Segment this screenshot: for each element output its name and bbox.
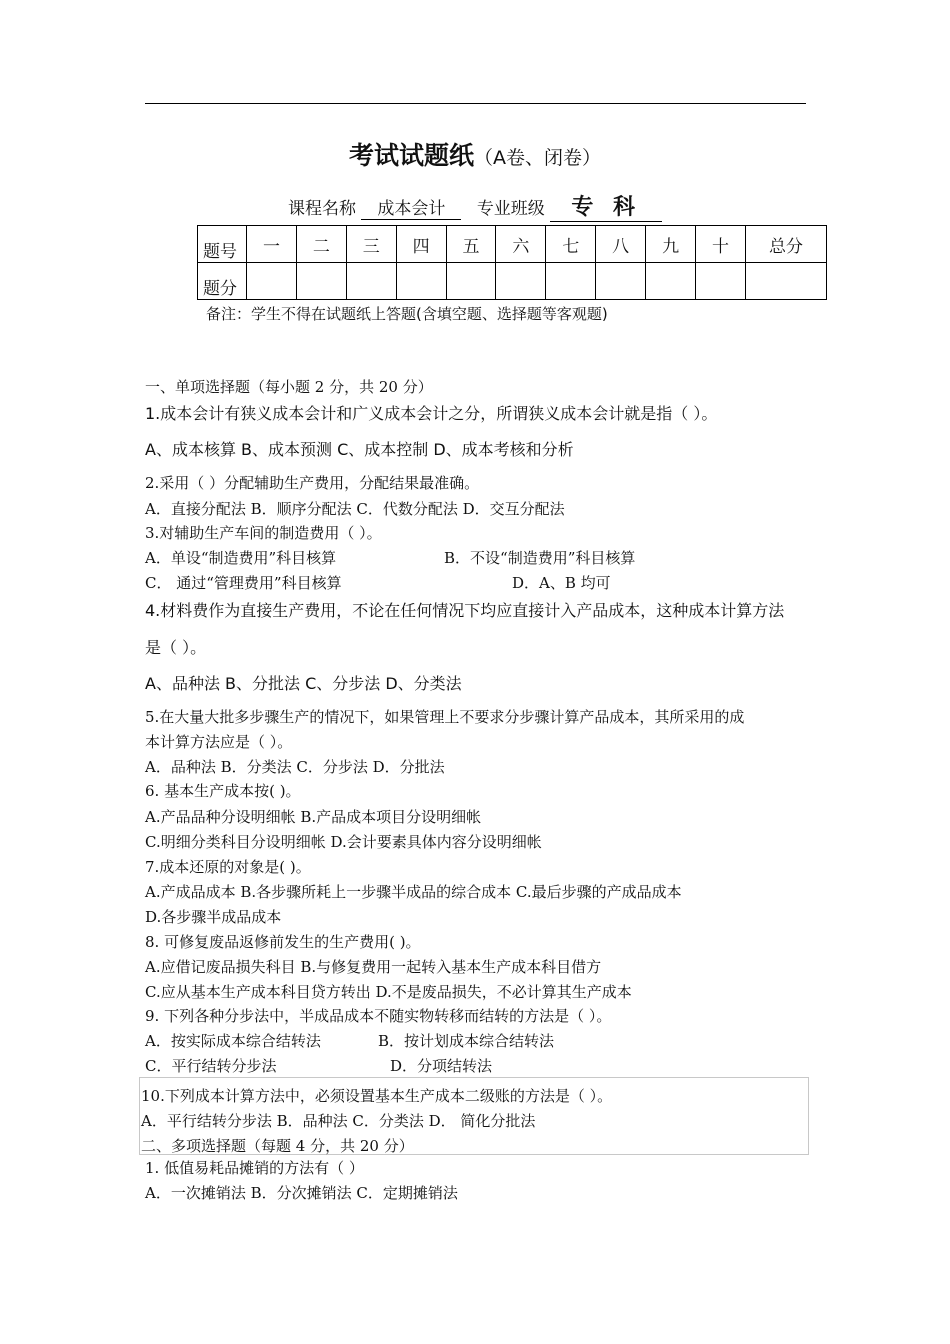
- score-cell: [346, 263, 396, 300]
- q5-stem-line2: 本计算方法应是（ ）。: [145, 733, 293, 751]
- score-cell: [247, 263, 297, 300]
- q6-options-ab: A.产品品种分设明细帐 B.产品成本项目分设明细帐: [145, 808, 482, 826]
- s2-q1-options: A．一次摊销法 B．分次摊销法 C．定期摊销法: [145, 1184, 458, 1202]
- q6-stem: 6. 基本生产成本按( )。: [145, 782, 301, 800]
- q9-option-c: C．平行结转分步法: [145, 1057, 277, 1075]
- q4-options: A、品种法 B、分批法 C、分步法 D、分类法: [145, 674, 462, 693]
- col-header: 七: [546, 226, 596, 263]
- score-cell: [646, 263, 696, 300]
- q10-stem: 10.下列成本计算方法中，必须设置基本生产成本二级账的方法是（ ）。: [141, 1087, 613, 1105]
- section1-heading: 一、单项选择题（每小题 2 分，共 20 分）: [145, 378, 433, 396]
- col-header: 十: [696, 226, 746, 263]
- q3-option-d: D．A、B 均可: [512, 574, 611, 592]
- course-line: [288, 190, 662, 222]
- col-header: 三: [346, 226, 396, 263]
- row-label-number: 题号: [198, 226, 247, 263]
- s2-q1-stem: 1. 低值易耗品摊销的方法有（ ）: [145, 1159, 364, 1177]
- score-cell: [696, 263, 746, 300]
- class-value: 专 科: [550, 190, 662, 222]
- q7-options-abc: A.产成品成本 B.各步骤所耗上一步骤半成品的综合成本 C.最后步骤的产成品成本: [145, 883, 682, 901]
- col-header: 四: [396, 226, 446, 263]
- score-cell: [296, 263, 346, 300]
- q2-options: A．直接分配法 B．顺序分配法 C．代数分配法 D．交互分配法: [145, 500, 565, 518]
- q9-option-d: D．分项结转法: [390, 1057, 493, 1075]
- q9-stem: 9. 下列各种分步法中，半成品成本不随实物转移而结转的方法是（ ）。: [145, 1007, 612, 1025]
- col-header: 九: [646, 226, 696, 263]
- score-cell: [396, 263, 446, 300]
- top-rule: [145, 103, 806, 104]
- q7-stem: 7.成本还原的对象是( )。: [145, 858, 311, 876]
- score-table: [197, 225, 827, 300]
- exam-note: 备注：学生不得在试题纸上答题(含填空题、选择题等客观题): [206, 305, 608, 323]
- score-cell: [546, 263, 596, 300]
- q9-option-b: B．按计划成本综合结转法: [378, 1032, 555, 1050]
- q4-stem-line2: 是（ ）。: [145, 638, 207, 657]
- class-label: 专业班级: [476, 199, 545, 219]
- q10-options: A．平行结转分步法 B．品种法 C．分类法 D． 简化分批法: [141, 1112, 536, 1130]
- col-header: 五: [446, 226, 496, 263]
- q5-options: A．品种法 B．分类法 C．分步法 D．分批法: [145, 758, 445, 776]
- q1-options: A、成本核算 B、成本预测 C、成本控制 D、成本考核和分析: [145, 440, 574, 459]
- q2-stem: 2.采用（ ）分配辅助生产费用，分配结果最准确。: [145, 474, 480, 492]
- title-sub: （A卷、闭卷）: [474, 147, 601, 169]
- score-cell: [596, 263, 646, 300]
- score-cell: [446, 263, 496, 300]
- score-row-numbers: [198, 226, 827, 263]
- q8-options-cd: C.应从基本生产成本科目贷方转出 D.不是废品损失，不必计算其生产成本: [145, 983, 632, 1001]
- exam-title: [0, 136, 950, 172]
- title-main: 考试试题纸: [348, 141, 474, 170]
- score-cell: [746, 263, 827, 300]
- q8-stem: 8. 可修复废品返修前发生的生产费用( )。: [145, 933, 421, 951]
- q9-option-a: A．按实际成本综合结转法: [145, 1032, 321, 1050]
- q6-options-cd: C.明细分类科目分设明细帐 D.会计要素具体内容分设明细帐: [145, 833, 542, 851]
- q5-stem-line1: 5.在大量大批多步骤生产的情况下，如果管理上不要求分步骤计算产品成本，其所采用的成: [145, 708, 745, 726]
- course-value: 成本会计: [361, 194, 461, 220]
- score-row-points: [198, 263, 827, 300]
- q3-option-a: A．单设“制造费用”科目核算: [145, 549, 337, 567]
- q3-option-b: B．不设“制造费用”科目核算: [444, 549, 636, 567]
- col-header: 一: [247, 226, 297, 263]
- q4-stem-line1: 4.材料费作为直接生产费用，不论在任何情况下均应直接计入产品成本，这种成本计算方法: [145, 601, 785, 620]
- row-label-points: 题分: [198, 263, 247, 300]
- course-label: 课程名称: [288, 199, 356, 219]
- col-header: 二: [296, 226, 346, 263]
- section2-heading: 二、多项选择题（每题 4 分，共 20 分）: [141, 1137, 414, 1155]
- q7-option-d: D.各步骤半成品成本: [145, 908, 282, 926]
- col-header: 六: [496, 226, 546, 263]
- q8-options-ab: A.应借记废品损失科目 B.与修复费用一起转入基本生产成本科目借方: [145, 958, 602, 976]
- score-cell: [496, 263, 546, 300]
- q1-stem: 1.成本会计有狭义成本会计和广义成本会计之分，所谓狭义成本会计就是指（ ）。: [145, 404, 718, 423]
- q3-option-c: C． 通过“管理费用”科目核算: [145, 574, 342, 592]
- q3-stem: 3.对辅助生产车间的制造费用（ ）。: [145, 524, 382, 542]
- col-header-total: 总分: [746, 226, 827, 263]
- col-header: 八: [596, 226, 646, 263]
